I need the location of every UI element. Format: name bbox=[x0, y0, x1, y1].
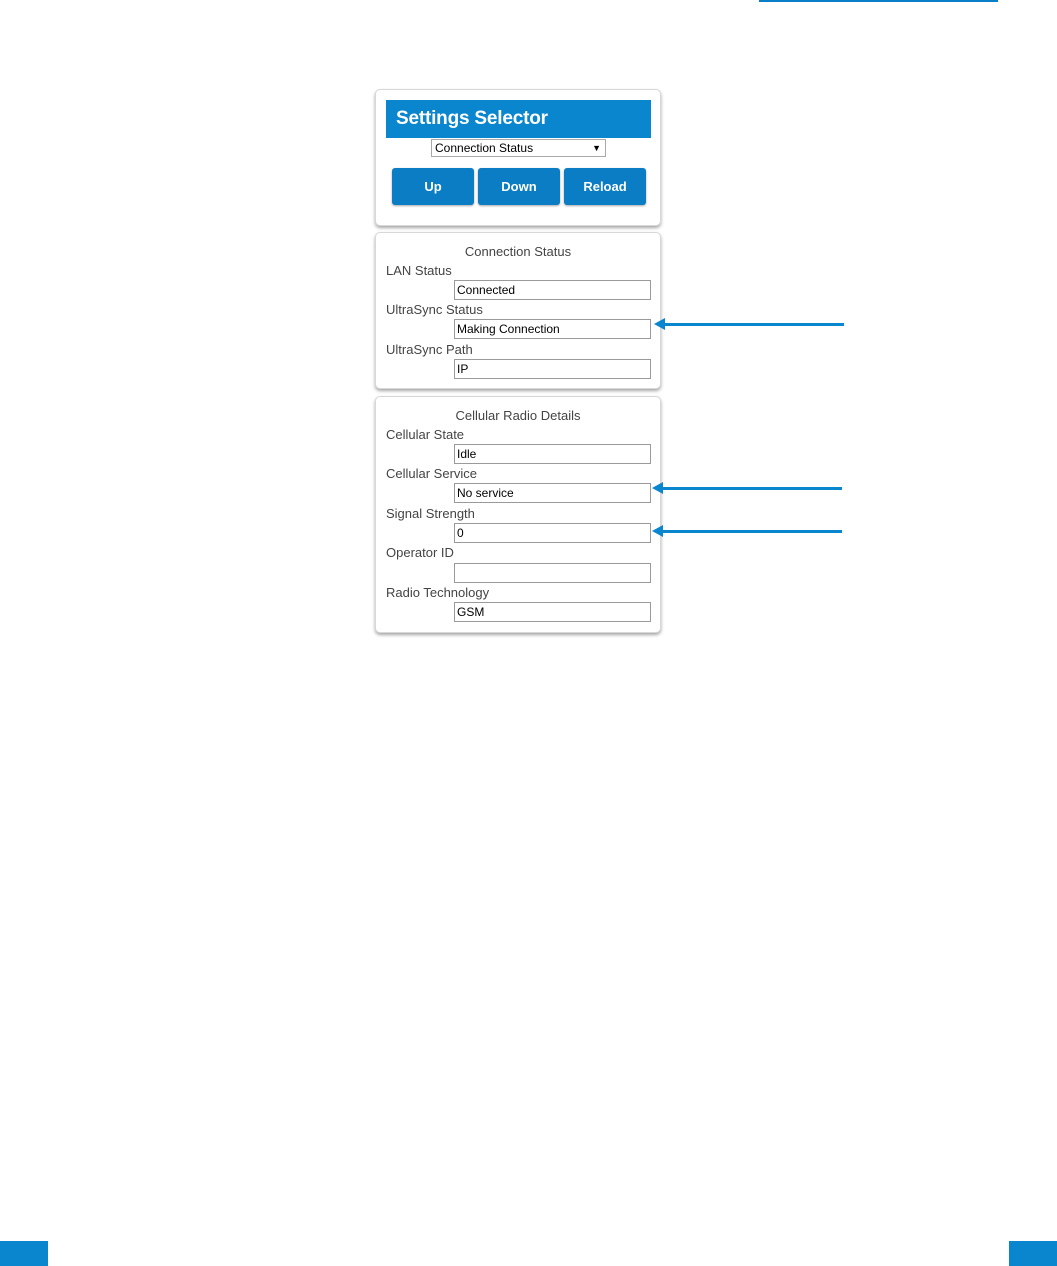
ultrasync-path-field[interactable]: IP bbox=[454, 359, 651, 379]
cellular-radio-title: Cellular Radio Details bbox=[455, 408, 581, 423]
operator-id-field[interactable] bbox=[454, 563, 651, 583]
cellular-state-field[interactable]: Idle bbox=[454, 444, 651, 464]
radio-technology-field[interactable]: GSM bbox=[454, 602, 651, 622]
down-button[interactable]: Down bbox=[478, 168, 560, 205]
connection-status-title: Connection Status bbox=[464, 244, 572, 259]
cellular-radio-panel bbox=[375, 396, 661, 633]
up-button[interactable]: Up bbox=[392, 168, 474, 205]
cellular-service-arrow-icon bbox=[662, 487, 842, 490]
footer-block-left bbox=[0, 1241, 48, 1266]
settings-selector-panel bbox=[375, 89, 661, 226]
header-rule bbox=[759, 0, 998, 2]
cellular-state-label: Cellular State bbox=[386, 427, 465, 442]
operator-id-label: Operator ID bbox=[386, 545, 454, 560]
ultrasync-path-label: UltraSync Path bbox=[386, 342, 473, 357]
ultrasync-status-field[interactable]: Making Connection bbox=[454, 319, 651, 339]
lan-status-field[interactable]: Connected bbox=[454, 280, 651, 300]
footer-block-right bbox=[1009, 1241, 1057, 1266]
dropdown-selected-value: Connection Status bbox=[435, 141, 534, 155]
radio-technology-label: Radio Technology bbox=[386, 585, 490, 600]
signal-strength-arrow-icon bbox=[662, 530, 842, 533]
triangle-down-icon: ▼ bbox=[592, 143, 601, 153]
ultrasync-status-arrow-icon bbox=[664, 323, 844, 326]
cellular-service-field[interactable]: No service bbox=[454, 483, 651, 503]
settings-selector-dropdown[interactable] bbox=[431, 139, 606, 157]
reload-button[interactable]: Reload bbox=[564, 168, 646, 205]
cellular-service-label: Cellular Service bbox=[386, 466, 478, 481]
signal-strength-label: Signal Strength bbox=[386, 506, 475, 521]
signal-strength-field[interactable]: 0 bbox=[454, 523, 651, 543]
connection-status-panel bbox=[375, 232, 661, 389]
lan-status-label: LAN Status bbox=[386, 263, 452, 278]
ultrasync-status-label: UltraSync Status bbox=[386, 302, 483, 317]
settings-selector-title: Settings Selector bbox=[386, 100, 651, 138]
